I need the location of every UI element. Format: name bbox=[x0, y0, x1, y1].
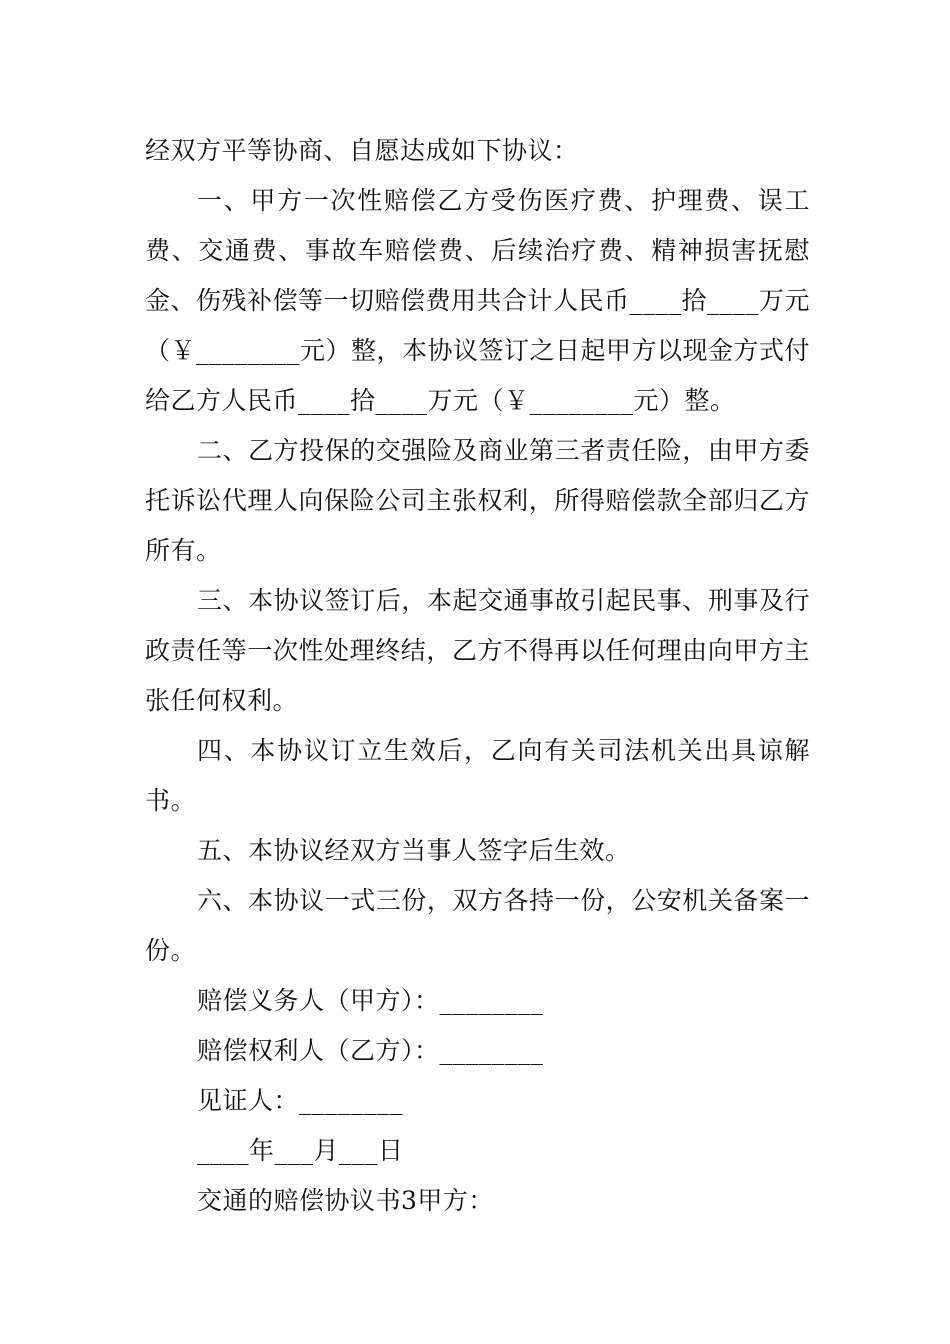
clause-3-finality: 三、本协议签订后，本起交通事故引起民事、刑事及行政责任等一次性处理终结，乙方不得再以任何理由向甲方主张任何权利。 bbox=[145, 586, 810, 715]
clause-5-effective: 五、本协议经双方当事人签字后生效。 bbox=[197, 836, 631, 865]
signature-party-b: 赔偿权利人（乙方）：________ bbox=[197, 1036, 544, 1065]
clause-1-compensation: 一、甲方一次性赔偿乙方受伤医疗费、护理费、误工费、交通费、事故车赔偿费、后续治疗费、精神损害抚慰金、伤残补偿等一切赔偿费用共合计人民币____拾____万元（￥________元）整，本协议签订之日起甲方以现金方式付给乙方人民币____拾____万元（￥________元）整。 bbox=[145, 186, 811, 415]
agreement-intro: 经双方平等协商、自愿达成如下协议： bbox=[145, 136, 579, 165]
document-page bbox=[145, 126, 810, 1226]
clause-4-letter: 四、本协议订立生效后，乙向有关司法机关出具谅解书。 bbox=[145, 736, 810, 815]
clause-6-copies: 六、本协议一式三份，双方各持一份，公安机关备案一份。 bbox=[145, 886, 810, 965]
signature-party-a: 赔偿义务人（甲方）：________ bbox=[197, 986, 544, 1015]
signature-witness: 见证人：________ bbox=[197, 1086, 404, 1115]
signature-date: ____年___月___日 bbox=[197, 1136, 404, 1165]
next-document-heading: 交通的赔偿协议书3甲方： bbox=[197, 1186, 494, 1215]
clause-2-insurance: 二、乙方投保的交强险及商业第三者责任险，由甲方委托诉讼代理人向保险公司主张权利，所得赔偿款全部归乙方所有。 bbox=[145, 436, 810, 565]
